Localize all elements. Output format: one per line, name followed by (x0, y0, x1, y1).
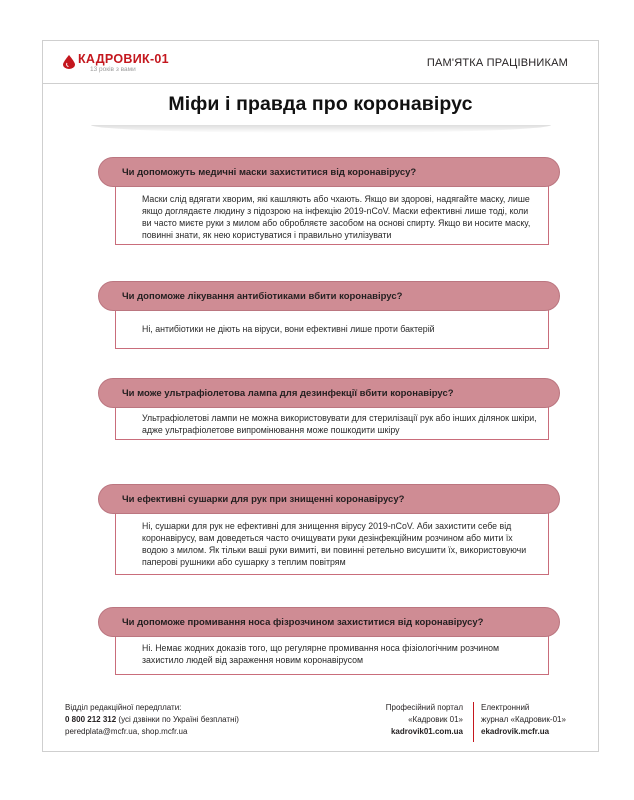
portal-label: Професійний портал (385, 703, 463, 712)
subscription-contacts (65, 702, 239, 738)
portal-name: «Кадровик 01» (408, 715, 463, 724)
logo (63, 53, 169, 74)
footer-divider (473, 702, 474, 742)
qa-block (98, 157, 560, 245)
phone-line (65, 714, 239, 726)
title-shadow (91, 125, 551, 133)
title-bar (43, 83, 598, 125)
question-pill: Чи допоможе промивання носа фізрозчином захиститися від коронавірусу? (98, 607, 560, 637)
qa-block (98, 484, 560, 575)
section-label: ПАМ'ЯТКА ПРАЦІВНИКАМ (426, 57, 568, 69)
footer (43, 686, 598, 746)
portal-link[interactable]: kadrovik01.com.ua (390, 727, 463, 736)
question-pill: Чи ефективні сушарки для рук при знищенні коронавірусу? (98, 484, 560, 514)
answer-box: Ні, антибіотики не діють на віруси, вони ефективні лише проти бактерій (115, 309, 549, 349)
journal-name: журнал «Кадровик-01» (481, 715, 566, 724)
journal-link[interactable]: ekadrovik.mcfr.ua (481, 727, 550, 736)
contact-links[interactable]: peredplata@mcfr.ua, shop.mcfr.ua (65, 727, 188, 736)
drop-logo-icon (63, 55, 75, 69)
answer-box: Ультрафіолетові лампи не можна використовувати для стерилізації рук або інших ділянок шкіри, адже ультрафіолетове випромінювання може пошкодити шкіру (115, 406, 549, 440)
header (43, 41, 598, 86)
qa-block (98, 607, 560, 675)
question-pill: Чи допоможе лікування антибіотиками вбити коронавірус? (98, 281, 560, 311)
journal-label: Електронний (481, 703, 530, 712)
logo-name: КАДРОВИК-01 (78, 52, 169, 66)
qa-block (98, 378, 560, 440)
portal-info (349, 702, 463, 738)
phone-note: (усі дзвінки по Україні безплатні) (118, 715, 239, 724)
page-title: Міфи і правда про коронавірус (168, 92, 473, 115)
dept-label: Відділ редакційної передплати: (65, 703, 182, 712)
journal-info (481, 702, 566, 738)
question-pill: Чи може ультрафіолетова лампа для дезинфекції вбити коронавірус? (98, 378, 560, 408)
logo-tagline: 13 років з вами (90, 66, 136, 73)
question-pill: Чи допоможуть медичні маски захиститися від коронавірусу? (98, 157, 560, 187)
answer-box: Ні. Немає жодних доказів того, що регулярне промивання носа фізіологічним розчином захистило людей від зараження новим коронавірусом (115, 635, 549, 675)
qa-block (98, 281, 560, 349)
answer-box: Маски слід вдягати хворим, які кашляють або чхають. Якщо ви здорові, надягайте маску, лише якщо доглядаєте людину з підозрою на інфекцію 2019-nCoV. Маски ефективні лише тоді, коли ви часто миєте руки з милом або обробляєте засобом на основі спирту. Якщо ви носите маску, повинні знати, як нею користуватися і правильно утилізувати (115, 185, 549, 245)
document-page (42, 40, 599, 752)
answer-box: Ні, сушарки для рук не ефективні для знищення вірусу 2019-nCoV. Аби захистити себе від коронавірусу, вам доведеться часто очищувати руки дезінфекційним розчином або мити їх водою з милом. Як тільки ваші руки вимиті, ви повинні ретельно висушити їх, використовуючи паперові рушники або сушарку з теплим повітрям (115, 512, 549, 575)
phone-number[interactable]: 0 800 212 312 (65, 715, 117, 724)
